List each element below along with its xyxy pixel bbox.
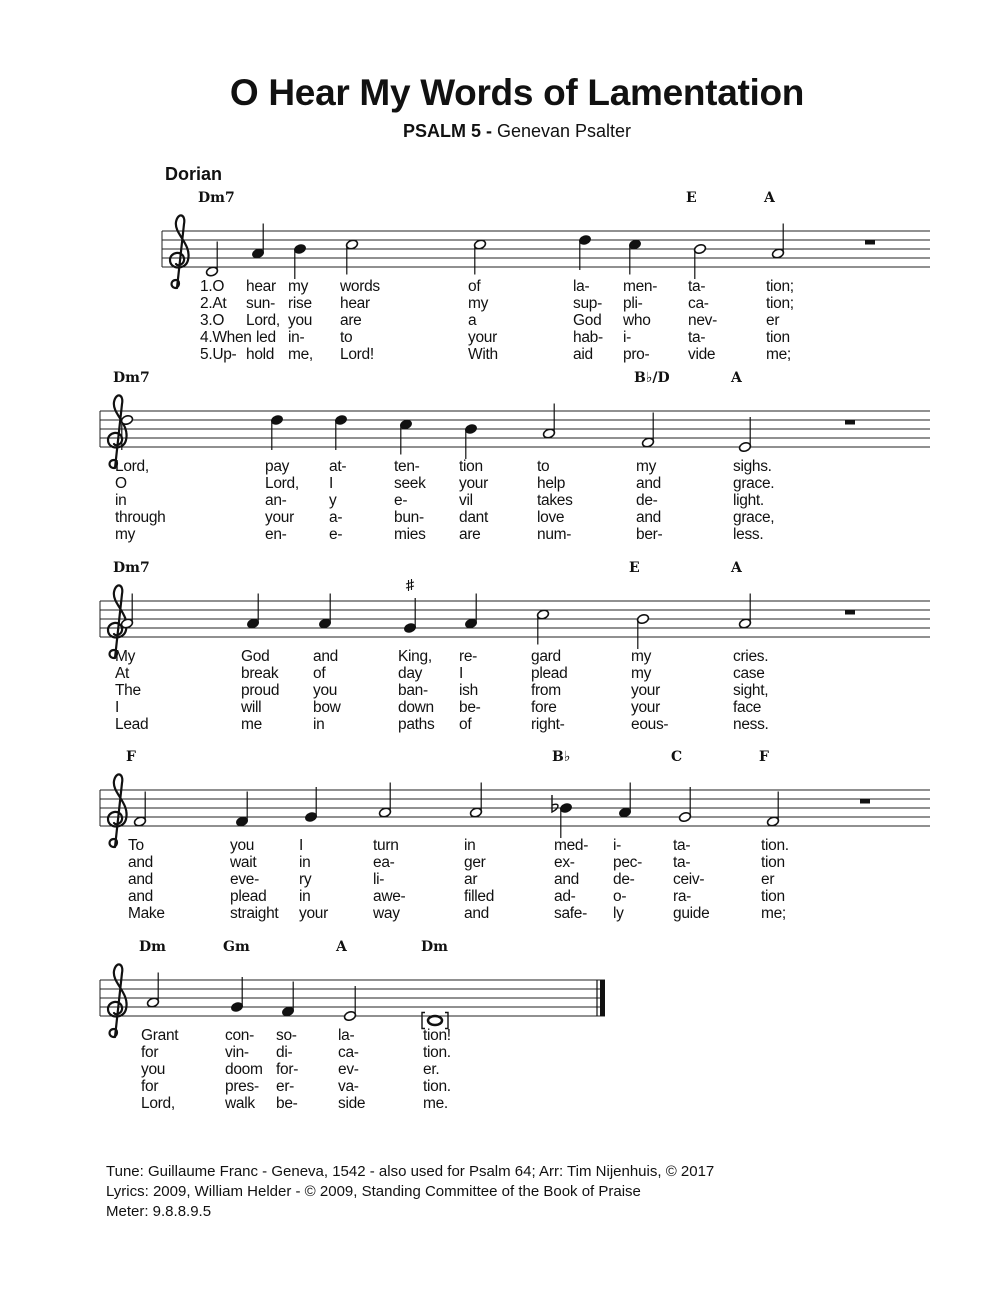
lyric-syllable: in (464, 837, 476, 854)
mode-label: Dorian (165, 164, 223, 184)
lyric-syllable: o- (613, 888, 627, 905)
lyric-syllable: ta- (673, 837, 691, 854)
lyric-syllable: and (313, 648, 338, 665)
lyric-syllable: day (398, 665, 423, 682)
lyric-syllable: vil (459, 492, 473, 509)
lyric-syllable: tion (459, 458, 483, 475)
lyric-syllable: la- (573, 278, 590, 295)
lyric-syllable: rise (288, 295, 312, 312)
chord-symbol: F (759, 749, 769, 765)
lyric-syllable: 2.At (200, 295, 227, 312)
lyric-syllable: love (537, 509, 565, 526)
lyric-syllable: in (299, 888, 311, 905)
lyric-syllable: of (459, 716, 472, 733)
lyric-syllable: me. (423, 1095, 448, 1112)
lyric-syllable: Lord, (246, 312, 280, 329)
final-barline-thick (600, 980, 605, 1016)
chord-symbol: A (336, 939, 347, 955)
lyric-syllable: e- (329, 526, 343, 543)
lyric-syllable: less. (733, 526, 764, 543)
chord-symbol: Dm (421, 939, 448, 955)
lyric-syllable: guide (673, 905, 710, 922)
lyric-syllable: cries. (733, 648, 769, 665)
lyric-syllable: ceiv- (673, 871, 705, 888)
lyric-syllable: ber- (636, 526, 663, 543)
psalter-source: Genevan Psalter (496, 121, 632, 141)
lyric-syllable: i- (623, 329, 632, 346)
lyric-syllable: ta- (688, 329, 706, 346)
lyric-syllable: I (329, 475, 334, 492)
lyric-syllable: for (141, 1078, 159, 1095)
lyric-syllable: will (241, 699, 262, 716)
lyric-syllable: and (554, 871, 579, 888)
lyric-syllable: sup- (573, 295, 602, 312)
lyric-syllable: dant (459, 509, 488, 526)
lyric-syllable: hear (246, 278, 276, 295)
lyric-syllable: your (468, 329, 497, 346)
lyric-syllable: and (128, 871, 153, 888)
lyric-syllable: plead (531, 665, 568, 682)
lyric-syllable: God (573, 312, 602, 329)
lyric-syllable: e- (394, 492, 408, 509)
lyric-syllable: er. (423, 1061, 440, 1078)
lyric-syllable: hab- (573, 329, 603, 346)
half-rest (845, 420, 855, 425)
lyric-syllable: and (128, 888, 153, 905)
lyric-syllable: your (631, 699, 660, 716)
lyric-syllable: so- (276, 1027, 297, 1044)
lyric-syllable: and (464, 905, 489, 922)
lyric-syllable: 4.When (200, 329, 252, 346)
lyric-syllable: er (761, 871, 775, 888)
lyric-syllable: your (265, 509, 294, 526)
chord-symbol: A (731, 370, 742, 386)
lyric-syllable: tion. (423, 1078, 451, 1095)
lyric-syllable: My (115, 648, 136, 665)
lyric-syllable: ad- (554, 888, 576, 905)
lyric-syllable: your (299, 905, 328, 922)
lyric-syllable: you (141, 1061, 166, 1078)
lyric-syllable: your (631, 682, 660, 699)
lyric-syllable: in (299, 854, 311, 871)
chord-symbol: Dm7 (198, 190, 235, 206)
lyric-syllable: wait (230, 854, 257, 871)
lyric-syllable: ly (613, 905, 624, 922)
lyric-syllable: la- (338, 1027, 355, 1044)
lyric-syllable: seek (394, 475, 426, 492)
lyric-syllable: de- (613, 871, 635, 888)
lyric-syllable: paths (398, 716, 435, 733)
lyric-syllable: ea- (373, 854, 395, 871)
lyric-syllable: ex- (554, 854, 575, 871)
lyric-syllable: Lord, (115, 458, 149, 475)
lyric-syllable: With (468, 346, 498, 363)
lyric-syllable: ness. (733, 716, 769, 733)
lyric-syllable: doom (225, 1061, 263, 1078)
lyric-syllable: num- (537, 526, 572, 543)
lyric-syllable: your (459, 475, 488, 492)
chord-symbol: B♭ (552, 749, 571, 765)
lyric-syllable: through (115, 509, 166, 526)
lyric-syllable: who (623, 312, 651, 329)
footer-lyrics: Lyrics: 2009, William Helder - © 2009, Standing Committee of the Book of Praise (106, 1183, 641, 1200)
lyric-syllable: ar (464, 871, 478, 888)
lyric-syllable: tion. (761, 837, 789, 854)
lyric-syllable: straight (230, 905, 279, 922)
treble-clef-icon (108, 774, 127, 847)
lyric-syllable: sighs. (733, 458, 772, 475)
treble-clef-icon (170, 215, 189, 288)
lyric-syllable: from (531, 682, 561, 699)
lyric-syllable: vin- (225, 1044, 249, 1061)
lyric-syllable: are (459, 526, 481, 543)
lyric-syllable: pro- (623, 346, 650, 363)
lyric-syllable: filled (464, 888, 495, 905)
lyric-syllable: a (468, 312, 477, 329)
lyric-syllable: 5.Up- (200, 346, 237, 363)
lyric-syllable: tion; (766, 295, 794, 312)
chord-symbol: E (686, 190, 697, 206)
chord-symbol: E (629, 560, 640, 576)
lyric-syllable: I (459, 665, 464, 682)
lyric-syllable: sun- (246, 295, 275, 312)
lyric-syllable: bow (313, 699, 341, 716)
lyric-syllable: er (766, 312, 780, 329)
lyric-syllable: ev- (338, 1061, 359, 1078)
lyric-syllable: my (636, 458, 657, 475)
chord-symbol: Dm7 (113, 560, 150, 576)
lyric-syllable: Make (128, 905, 165, 922)
lyric-syllable: de- (636, 492, 658, 509)
lyric-syllable: be- (276, 1095, 298, 1112)
lyric-syllable: of (468, 278, 481, 295)
lyric-syllable: vide (688, 346, 716, 363)
lyric-syllable: plead (230, 888, 267, 905)
lyric-syllable: ca- (688, 295, 709, 312)
flat-icon (552, 795, 558, 812)
lyric-syllable: of (313, 665, 326, 682)
lyric-syllable: grace. (733, 475, 775, 492)
lyric-syllable: re- (459, 648, 478, 665)
lyric-syllable: i- (613, 837, 622, 854)
lyric-syllable: li- (373, 871, 385, 888)
lyric-syllable: Lord! (340, 346, 374, 363)
lyric-syllable: 3.O (200, 312, 225, 329)
lyric-syllable: ra- (673, 888, 692, 905)
sharp-icon (406, 579, 414, 591)
lyric-syllable: and (636, 509, 661, 526)
lyric-syllable: fore (531, 699, 557, 716)
lyric-syllable: my (631, 665, 652, 682)
lyric-syllable: tion (761, 888, 785, 905)
lyric-syllable: you (230, 837, 255, 854)
half-rest (860, 799, 870, 804)
footer-meter: Meter: 9.8.8.9.5 (106, 1203, 212, 1220)
lyric-syllable: tion. (423, 1044, 451, 1061)
lyric-syllable: ta- (688, 278, 706, 295)
lyric-syllable: awe- (373, 888, 406, 905)
lyric-syllable: me; (766, 346, 791, 363)
lyric-syllable: eve- (230, 871, 259, 888)
lyric-syllable: to (340, 329, 353, 346)
psalm-number: PSALM 5 - (402, 121, 492, 141)
lyric-syllable: grace, (733, 509, 775, 526)
lyric-syllable: 1.O (200, 278, 225, 295)
lyric-syllable: be- (459, 699, 481, 716)
lyric-syllable: in (313, 716, 325, 733)
chord-symbol: C (671, 749, 683, 765)
lyric-syllable: in (115, 492, 127, 509)
lyric-syllable: Lead (115, 716, 149, 733)
lyric-syllable: ry (299, 871, 312, 888)
lyric-syllable: sight, (733, 682, 769, 699)
lyric-syllable: for (141, 1044, 159, 1061)
lyric-syllable: you (288, 312, 313, 329)
lyric-syllable: pay (265, 458, 290, 475)
lyric-syllable: To (128, 837, 144, 854)
lyric-syllable: me; (761, 905, 786, 922)
lyric-syllable: face (733, 699, 762, 716)
lyric-syllable: turn (373, 837, 399, 854)
lyric-syllable: aid (573, 346, 593, 363)
lyric-syllable: eous- (631, 716, 669, 733)
lyric-syllable: ca- (338, 1044, 359, 1061)
lyric-syllable: tion! (423, 1027, 451, 1044)
lyric-syllable: ger (464, 854, 486, 871)
lyric-syllable: bun- (394, 509, 424, 526)
lyric-syllable: The (115, 682, 141, 699)
chord-symbol: A (731, 560, 742, 576)
lyric-syllable: takes (537, 492, 573, 509)
lyric-syllable: O (115, 475, 127, 492)
lyric-syllable: my (468, 295, 489, 312)
lyric-syllable: side (338, 1095, 366, 1112)
chord-symbol: B♭/D (634, 370, 670, 386)
lyric-syllable: tion (761, 854, 785, 871)
lyric-syllable: my (115, 526, 136, 543)
lyric-syllable: break (241, 665, 279, 682)
lyric-syllable: en- (265, 526, 287, 543)
lyric-syllable: King, (398, 648, 432, 665)
lyric-syllable: pec- (613, 854, 642, 871)
lyric-syllable: to (537, 458, 550, 475)
lyric-syllable: way (373, 905, 400, 922)
lyric-syllable: med- (554, 837, 589, 854)
lyric-syllable: at- (329, 458, 347, 475)
lyric-syllable: nev- (688, 312, 717, 329)
lyric-syllable: God (241, 648, 270, 665)
lyric-syllable: led (256, 329, 276, 346)
half-rest (845, 610, 855, 615)
lyric-syllable: an- (265, 492, 287, 509)
lyric-syllable: I (115, 699, 120, 716)
treble-clef-icon (108, 964, 127, 1037)
lyric-syllable: men- (623, 278, 658, 295)
lyric-syllable: pres- (225, 1078, 259, 1095)
lyric-syllable: are (340, 312, 362, 329)
lyric-syllable: walk (225, 1095, 255, 1112)
lyric-syllable: va- (338, 1078, 359, 1095)
lyric-syllable: in- (288, 329, 305, 346)
lyric-syllable: At (115, 665, 130, 682)
lyric-syllable: light. (733, 492, 764, 509)
lyric-syllable: you (313, 682, 338, 699)
lyric-syllable: I (299, 837, 304, 854)
lyric-syllable: Grant (141, 1027, 179, 1044)
page-title: O Hear My Words of Lamentation (229, 72, 805, 113)
lyric-syllable: right- (531, 716, 565, 733)
lyric-syllable: hold (246, 346, 275, 363)
lyric-syllable: hear (340, 295, 370, 312)
lyric-syllable: proud (241, 682, 280, 699)
lyric-syllable: tion; (766, 278, 794, 295)
chord-symbol: Gm (223, 939, 250, 955)
lyric-syllable: and (636, 475, 661, 492)
lyric-syllable: con- (225, 1027, 254, 1044)
chord-symbol: A (764, 190, 775, 206)
lyric-syllable: ban- (398, 682, 428, 699)
lyric-syllable: case (733, 665, 765, 682)
lyric-syllable: and (128, 854, 153, 871)
lyric-syllable: tion (766, 329, 790, 346)
lyric-syllable: words (340, 278, 380, 295)
lyric-syllable: safe- (554, 905, 587, 922)
lyric-syllable: me, (288, 346, 313, 363)
chord-symbol: Dm7 (113, 370, 150, 386)
lyric-syllable: help (537, 475, 566, 492)
lyric-syllable: for- (276, 1061, 299, 1078)
half-rest (865, 240, 875, 245)
lyric-syllable: my (288, 278, 309, 295)
lyric-syllable: ten- (394, 458, 420, 475)
lyric-syllable: gard (531, 648, 561, 665)
chord-symbol: Dm (139, 939, 166, 955)
lyric-syllable: a- (329, 509, 343, 526)
lyric-syllable: mies (394, 526, 426, 543)
lyric-syllable: pli- (623, 295, 643, 312)
chord-symbol: F (126, 749, 136, 765)
lyric-syllable: down (398, 699, 434, 716)
whole-note (428, 1016, 442, 1025)
lyric-syllable: er- (276, 1078, 295, 1095)
lyric-syllable: ish (459, 682, 478, 699)
lyric-syllable: ta- (673, 854, 691, 871)
lyric-syllable: Lord, (141, 1095, 175, 1112)
lyric-syllable: my (631, 648, 652, 665)
footer-tune: Tune: Guillaume Franc - Geneva, 1542 - also used for Psalm 64; Arr: Tim Nijenhuis, © 2017 (106, 1163, 715, 1180)
lyric-syllable: di- (276, 1044, 293, 1061)
lyric-syllable: me (241, 716, 262, 733)
lyric-syllable: Lord, (265, 475, 299, 492)
lyric-syllable: y (329, 492, 337, 509)
